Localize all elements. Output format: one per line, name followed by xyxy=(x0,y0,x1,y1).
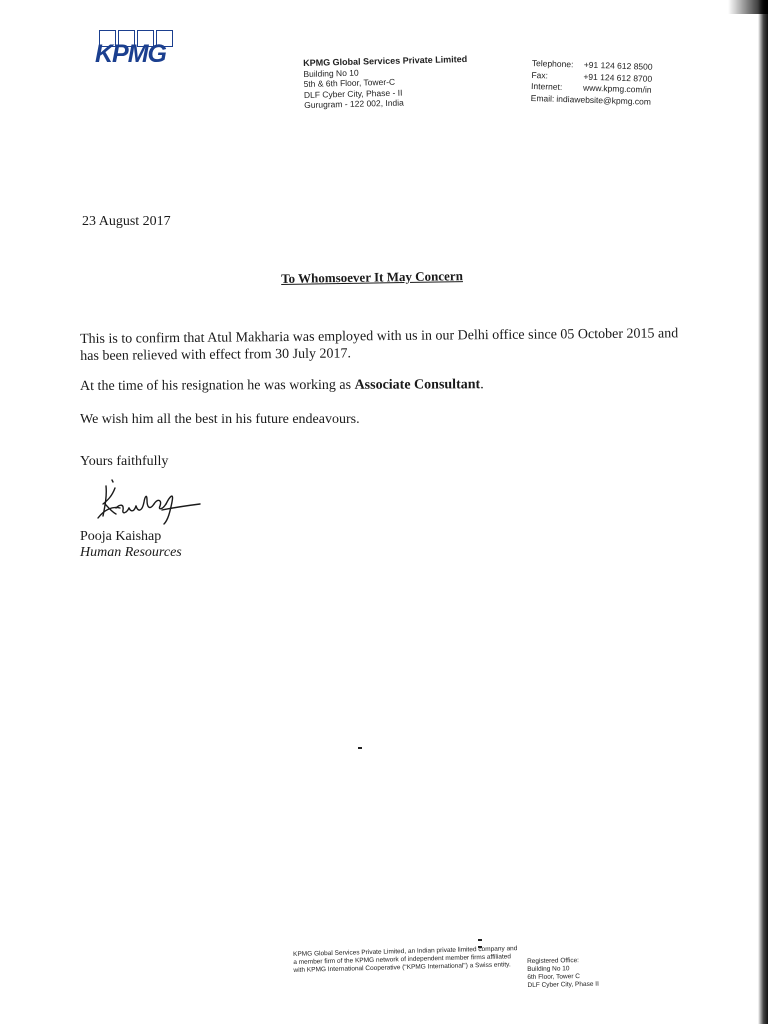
closing-line: Yours faithfully xyxy=(80,454,169,469)
body-paragraph-role xyxy=(80,375,680,395)
handwritten-signature xyxy=(92,474,204,530)
registered-office-line: 6th Floor, Tower C xyxy=(527,973,581,981)
address-line: Gurugram - 122 002, India xyxy=(304,97,404,110)
footer-legal-notice: KPMG Global Services Private Limited, an Indian private limited company and a member firm of the KPMG network of independent member firms affiliated with KPMG International Cooperative ("KPMG International") a Swiss entity. xyxy=(293,945,518,974)
registered-office-line: Building No 10 xyxy=(527,965,570,973)
page-corner-shadow xyxy=(728,0,768,14)
contact-label: Fax: xyxy=(531,69,549,81)
contact-value: +91 124 612 8700 xyxy=(583,71,653,84)
company-name: KPMG Global Services Private Limited xyxy=(303,53,468,68)
body-paragraph-wishes: We wish him all the best in his future endeavours. xyxy=(80,412,360,427)
signer-name: Pooja Kaishap xyxy=(80,529,162,544)
contact-value: indiawebsite@kpmg.com xyxy=(556,93,652,107)
contact-email xyxy=(531,92,652,107)
address-line: DLF Cyber City, Phase - II xyxy=(303,87,403,100)
page-edge-shadow xyxy=(758,0,768,1024)
role-prefix: At the time of his resignation he was working as xyxy=(80,377,355,394)
scan-speck xyxy=(478,939,482,941)
role-suffix: . xyxy=(480,377,484,393)
letter-date: 23 August 2017 xyxy=(82,214,171,229)
contact-label: Internet: xyxy=(530,80,563,92)
letter-heading: To Whomsoever It May Concern xyxy=(281,268,463,286)
logo-text: KPMG xyxy=(95,40,166,68)
address-line: Building No 10 xyxy=(303,67,359,79)
footer-registered-office xyxy=(527,956,638,990)
registered-office-label: Registered Office: xyxy=(527,957,580,965)
role-title: Associate Consultant xyxy=(354,377,481,393)
kpmg-logo xyxy=(95,30,195,72)
scan-speck xyxy=(358,747,362,749)
address-line: 5th & 6th Floor, Tower-C xyxy=(303,76,396,89)
letterhead-contact xyxy=(531,58,653,108)
contact-label: Email: xyxy=(530,92,555,104)
registered-office-line: DLF Cyber City, Phase II xyxy=(527,980,599,989)
contact-value: +91 124 612 8500 xyxy=(583,59,653,72)
letterhead-address xyxy=(303,54,468,110)
body-paragraph-employment: This is to confirm that Atul Makharia was employed with us in our Delhi office since 05 October 2015 and has been relieved with effect from 30 July 2017. xyxy=(80,326,679,364)
signer-title: Human Resources xyxy=(80,545,182,560)
contact-label: Telephone: xyxy=(531,58,574,70)
contact-value: www.kpmg.com/in xyxy=(582,82,652,95)
